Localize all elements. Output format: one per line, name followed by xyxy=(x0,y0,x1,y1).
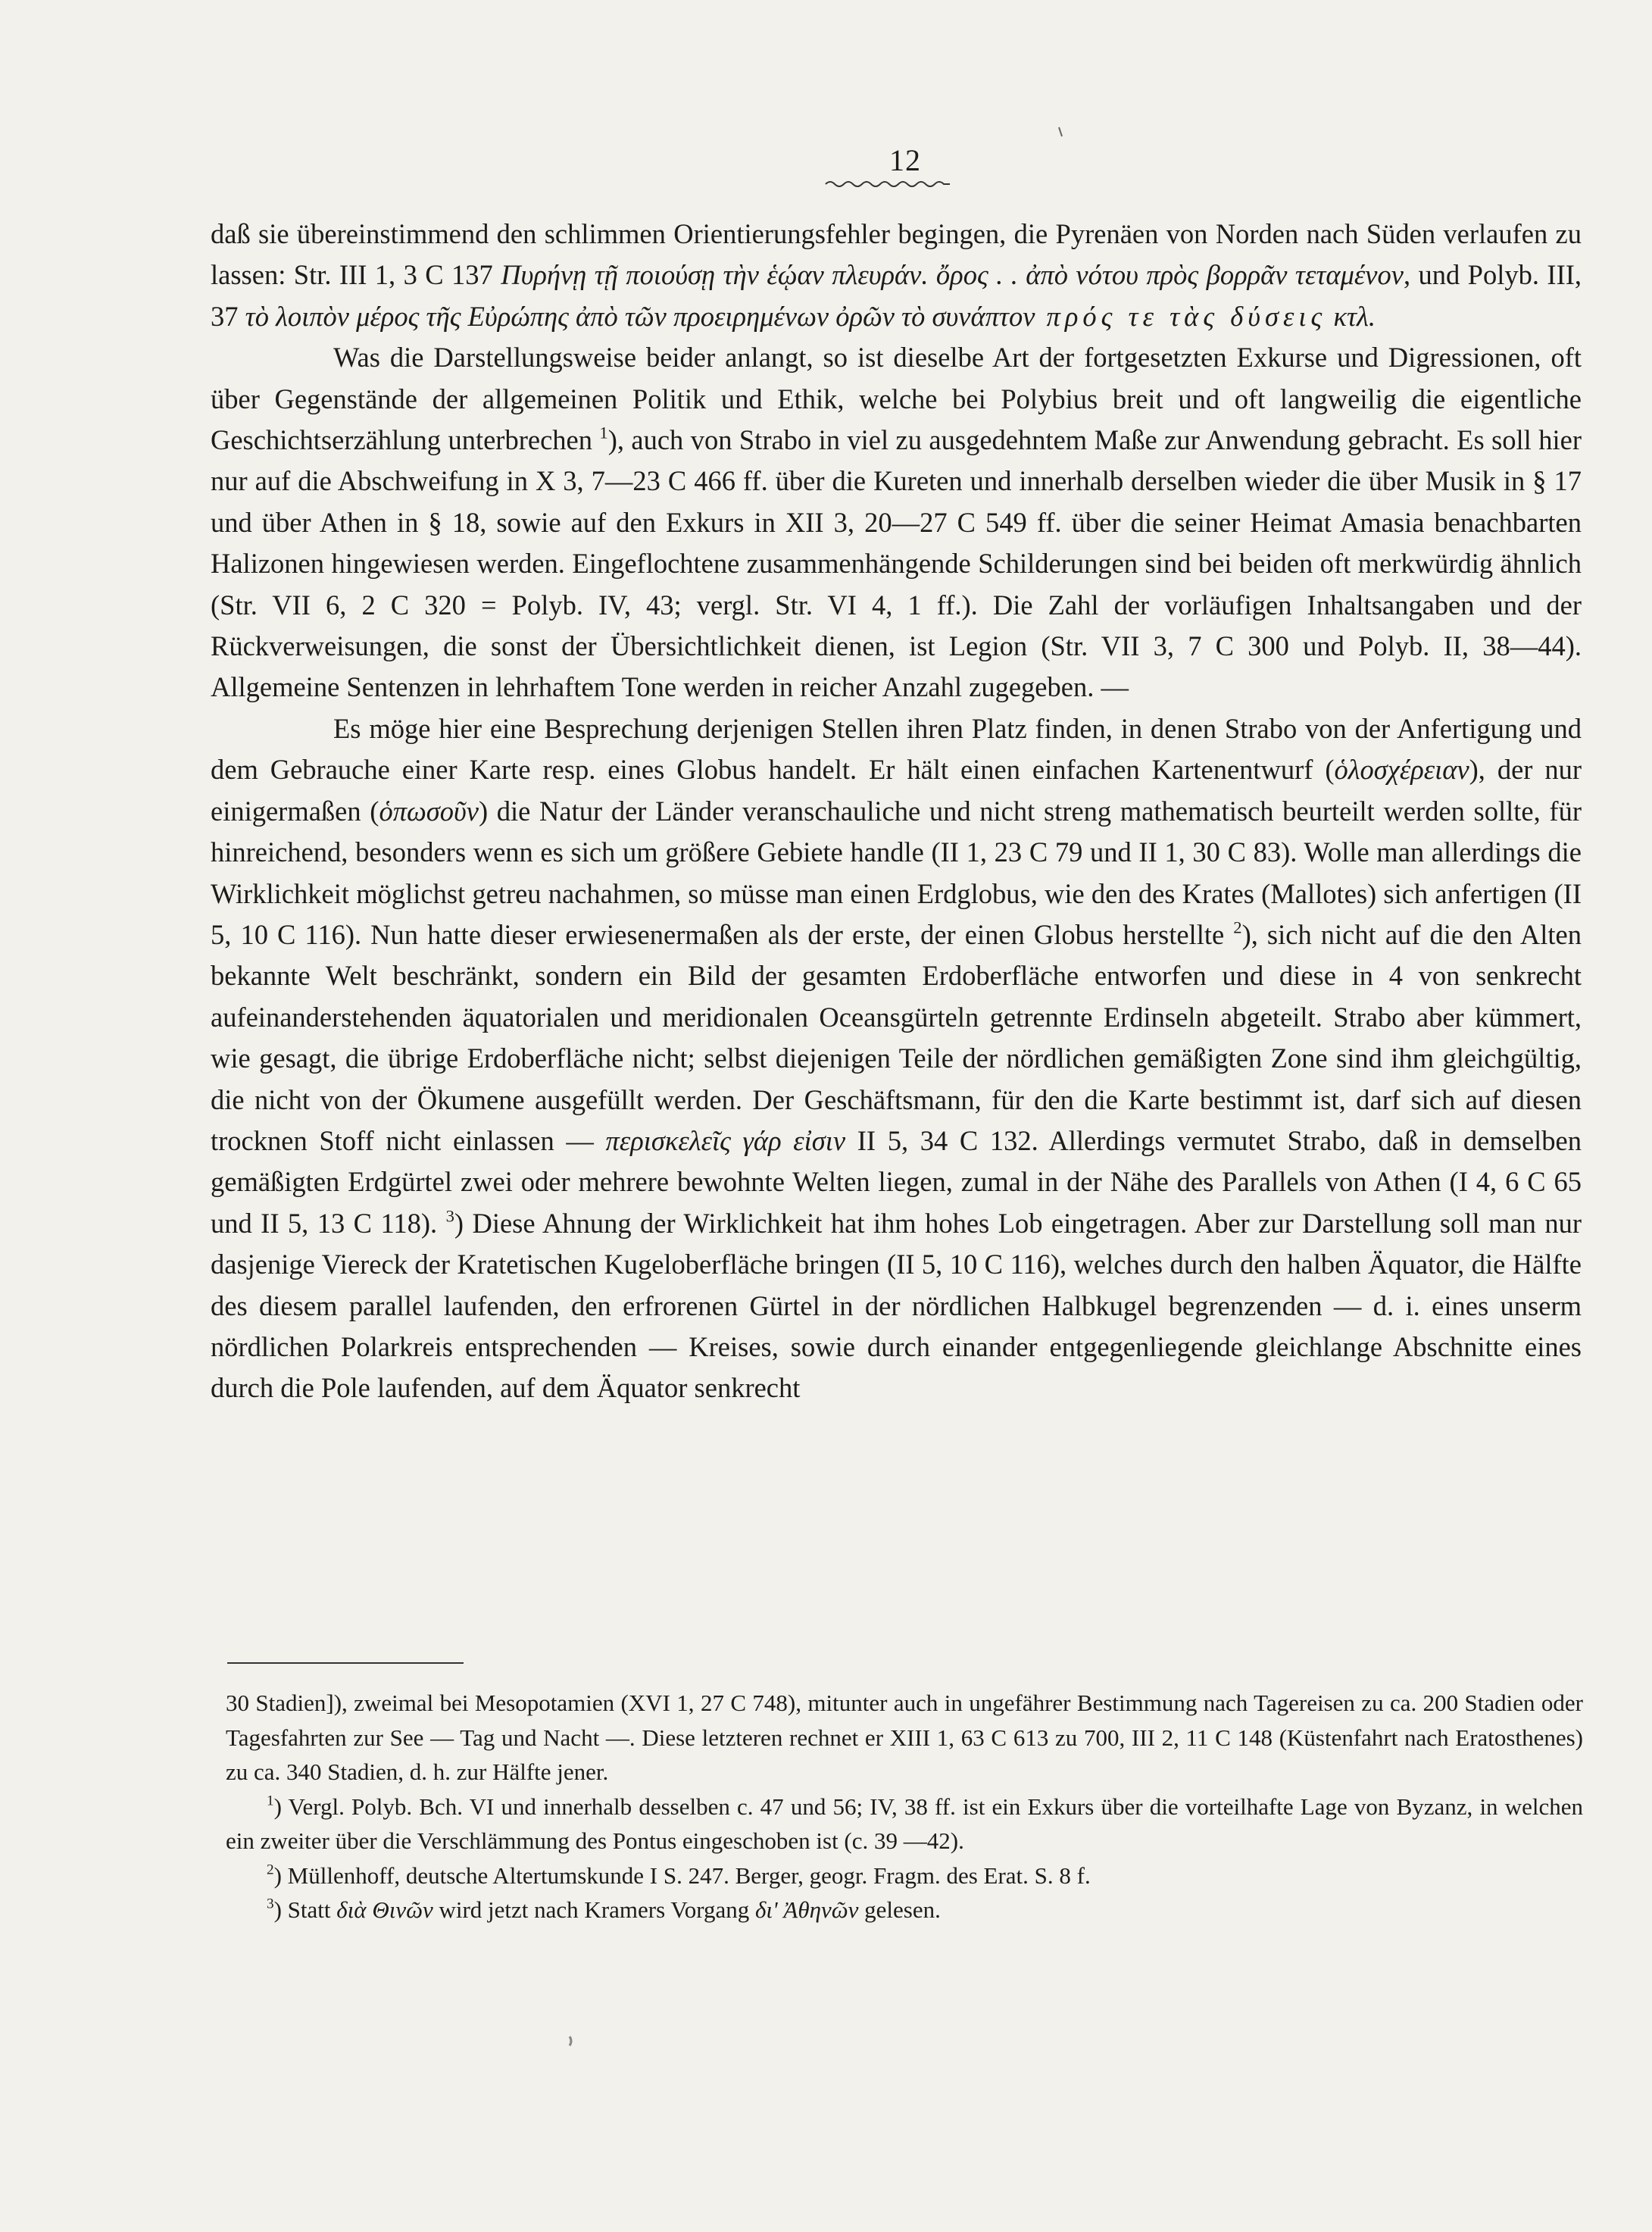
paragraph-2-text-1: Was die Darstellungsweise beider anlangt, so ist dieselbe Art der fortgesetzten Exkurse und Digressionen, oft über Gegenstände der allgemeinen Politik und Ethik, welche bei Polybius breit und oft langweilig die eigentliche Geschichtserzählung unterbrechen xyxy=(211,342,1582,456)
footnote-3-greek-2: δι' Ἀθηνῶν xyxy=(755,1896,859,1923)
footnote-3-greek-1: διὰ Θινῶν xyxy=(336,1896,433,1923)
paragraph-1-greek-quote-1: Πυρήνῃ τῇ ποιούσῃ τὴν ἑῴαν πλευράν. ὄρος . . ἀπὸ νότου πρὸς βορρᾶν τεταμένον xyxy=(501,259,1404,291)
footnote-3-text-2: wird jetzt nach Kramers Vorgang xyxy=(433,1896,756,1923)
footnote-ref-1: 1 xyxy=(599,423,608,442)
footnote-3-mark: 3 xyxy=(267,1896,274,1912)
paragraph-3-greek-2: ὁπωσοῦν xyxy=(379,795,479,827)
footnote-1-text: ) Vergl. Polyb. Bch. VI und innerhalb desselben c. 47 und 56; IV, 38 ff. ist ein Exkurs über die vorteilhafte Lage von Byzanz, in welchen ein zweiter über die Verschlämmung des Pontus eingeschoben ist (c. 39 —42). xyxy=(226,1793,1583,1854)
footnote-1-mark: 1 xyxy=(267,1793,274,1809)
footnote-1 xyxy=(226,1790,1583,1858)
footnotes xyxy=(226,1686,1583,1927)
footnote-2 xyxy=(226,1858,1583,1893)
paragraph-1-greek-spaced: πρός τε τὰς δύσεις xyxy=(1035,300,1327,332)
paragraph-1-greek-quote-2: τὸ λοιπὸν μέρος τῆς Εὐρώπης ἀπὸ τῶν προειρημένων ὀρῶν τὸ συνάπτον xyxy=(245,300,1035,332)
paragraph-3-text-5: II 5, 34 C 132. Allerdings vermutet Strabo, daß in demselben gemäßigten Erdgürtel zwei oder mehrere bewohnte Welten liegen, zumal in der Nähe des Parallels von Athen (I 4, 6 C 65 und II 5, 13 C 118). xyxy=(211,1124,1582,1239)
footnote-ref-3: 3 xyxy=(445,1206,454,1226)
paragraph-2 xyxy=(211,337,1582,708)
paragraph-1 xyxy=(211,214,1582,337)
paragraph-2-text-2: ), auch von Strabo in viel zu ausgedehntem Maße zur Anwendung gebracht. Es soll hier nur auf die Abschweifung in X 3, 7—23 C 466 ff. über die Kureten und innerhalb derselben wieder die über Musik in § 17 und über Athen in § 18, sowie auf den Exkurs in XII 3, 20—27 C 549 ff. über die seiner Heimat Amasia benachbarten Halizonen hingewiesen werden. Eingeflochtene zusammenhängende Schilderungen sind bei beiden oft merkwürdig ähnlich (Str. VII 6, 2 C 320 = Polyb. IV, 43; vergl. Str. VI 4, 1 ff.). Die Zahl der vorläufigen Inhaltsangaben und der Rückverweisungen, die sonst der Übersichtlichkeit dienen, ist Legion (Str. VII 3, 7 C 300 und Polyb. II, 38—44). Allgemeine Sentenzen in lehrhaftem Tone werden in reicher Anzahl zugegeben. — xyxy=(211,424,1582,703)
page-number-underline-ornament xyxy=(824,179,951,189)
page-number: 12 xyxy=(889,143,921,177)
paragraph-1-text-2: , und Polyb. III, 37 xyxy=(211,259,1582,332)
paragraph-3 xyxy=(211,708,1582,1409)
paragraph-3-greek-1: ὁλοσχέρειαν xyxy=(1334,754,1469,786)
paragraph-3-text-6: ) Diese Ahnung der Wirklichkeit hat ihm hohes Lob eingetragen. Aber zur Darstellung soll man nur dasjenige Viereck der Kratetischen Kugeloberfläche bringen (II 5, 10 C 116), welches durch den halben Äquator, die Hälfte des diesem parallel laufenden, den erfrorenen Gürtel in der nördlichen Halbkugel begrenzenden — d. i. eines unserm nördlichen Polarkreis entsprechenden — Kreises, sowie durch einander entgegenliegende gleichlange Abschnitte eines durch die Pole laufenden, auf dem Äquator senkrecht xyxy=(211,1207,1582,1404)
footnote-ref-2: 2 xyxy=(1233,917,1242,937)
footnote-2-mark: 2 xyxy=(267,1862,274,1878)
paragraph-3-text-2: ), der nur einigermaßen ( xyxy=(211,754,1582,827)
paragraph-3-text-1: Es möge hier eine Besprechung derjenigen Stellen ihren Platz finden, in denen Strabo von der Anfertigung und dem Gebrauche einer Karte resp. eines Globus handelt. Er hält einen einfachen Kartenentwurf ( xyxy=(211,712,1582,786)
paragraph-1-greek-etc: κτλ. xyxy=(1326,300,1376,332)
footnote-3-text-3: gelesen. xyxy=(858,1896,941,1923)
paragraph-3-text-4: ), sich nicht auf die den Alten bekannte Welt beschränkt, sondern ein Bild der gesamten Erdoberfläche entworfen und diese in 4 von senkrecht aufeinanderstehenden äquatorialen und meridionalen Oceansgürteln getrennte Erdinseln abgeteilt. Strabo aber kümmert, wie gesagt, die übrige Erdoberfläche nicht; selbst diejenigen Teile der nördlichen gemäßigten Zone sind ihm gleichgültig, die nicht von der Ökumene ausgefüllt werden. Der Geschäftsmann, für den die Karte bestimmt ist, darf sich auf diesen trocknen Stoff nicht einlassen — xyxy=(211,918,1582,1156)
footnote-continuation: 30 Stadien]), zweimal bei Mesopotamien (XVI 1, 27 C 748), mitunter auch in ungefährer Bestimmung nach Tagereisen zu ca. 200 Stadien oder Tagesfahrten zur See — Tag und Nacht —. Diese letzteren rechnet er XIII 1, 63 C 613 zu 700, III 2, 11 C 148 (Küstenfahrt nach Eratosthenes) zu ca. 340 Stadien, d. h. zur Hälfte jener. xyxy=(226,1690,1583,1785)
paragraph-1-text-1: daß sie übereinstimmend den schlimmen Orientierungsfehler begingen, die Pyrenäen von Norden nach Süden verlaufen zu lassen: Str. III 1, 3 C 137 xyxy=(211,218,1582,291)
main-text xyxy=(211,214,1582,1409)
footnote-3 xyxy=(226,1893,1583,1927)
footnote-separator xyxy=(227,1662,464,1664)
paragraph-3-greek-3: περισκελεῖς γάρ εἰσιν xyxy=(605,1124,846,1156)
footnote-2-text: ) Müllenhoff, deutsche Altertumskunde I S. 247. Berger, geogr. Fragm. des Erat. S. 8 f. xyxy=(273,1862,1091,1889)
speck-1 xyxy=(1059,127,1062,136)
speck-2 xyxy=(570,2037,571,2046)
footnote-3-text-1: ) Statt xyxy=(273,1896,337,1923)
paragraph-3-text-3: ) die Natur der Länder veranschauliche und nicht streng mathematisch beurteilt werden sollte, für hinreichend, besonders wenn es sich um größere Gebiete handle (II 1, 23 C 79 und II 1, 30 C 83). Wolle man allerdings die Wirklichkeit möglichst getreu nachahmen, so müsse man einen Erdglobus, wie den des Krates (Mallotes) sich anfertigen (II 5, 10 C 116). Nun hatte dieser erwiesenermaßen als der erste, der einen Globus herstellte xyxy=(211,795,1582,950)
